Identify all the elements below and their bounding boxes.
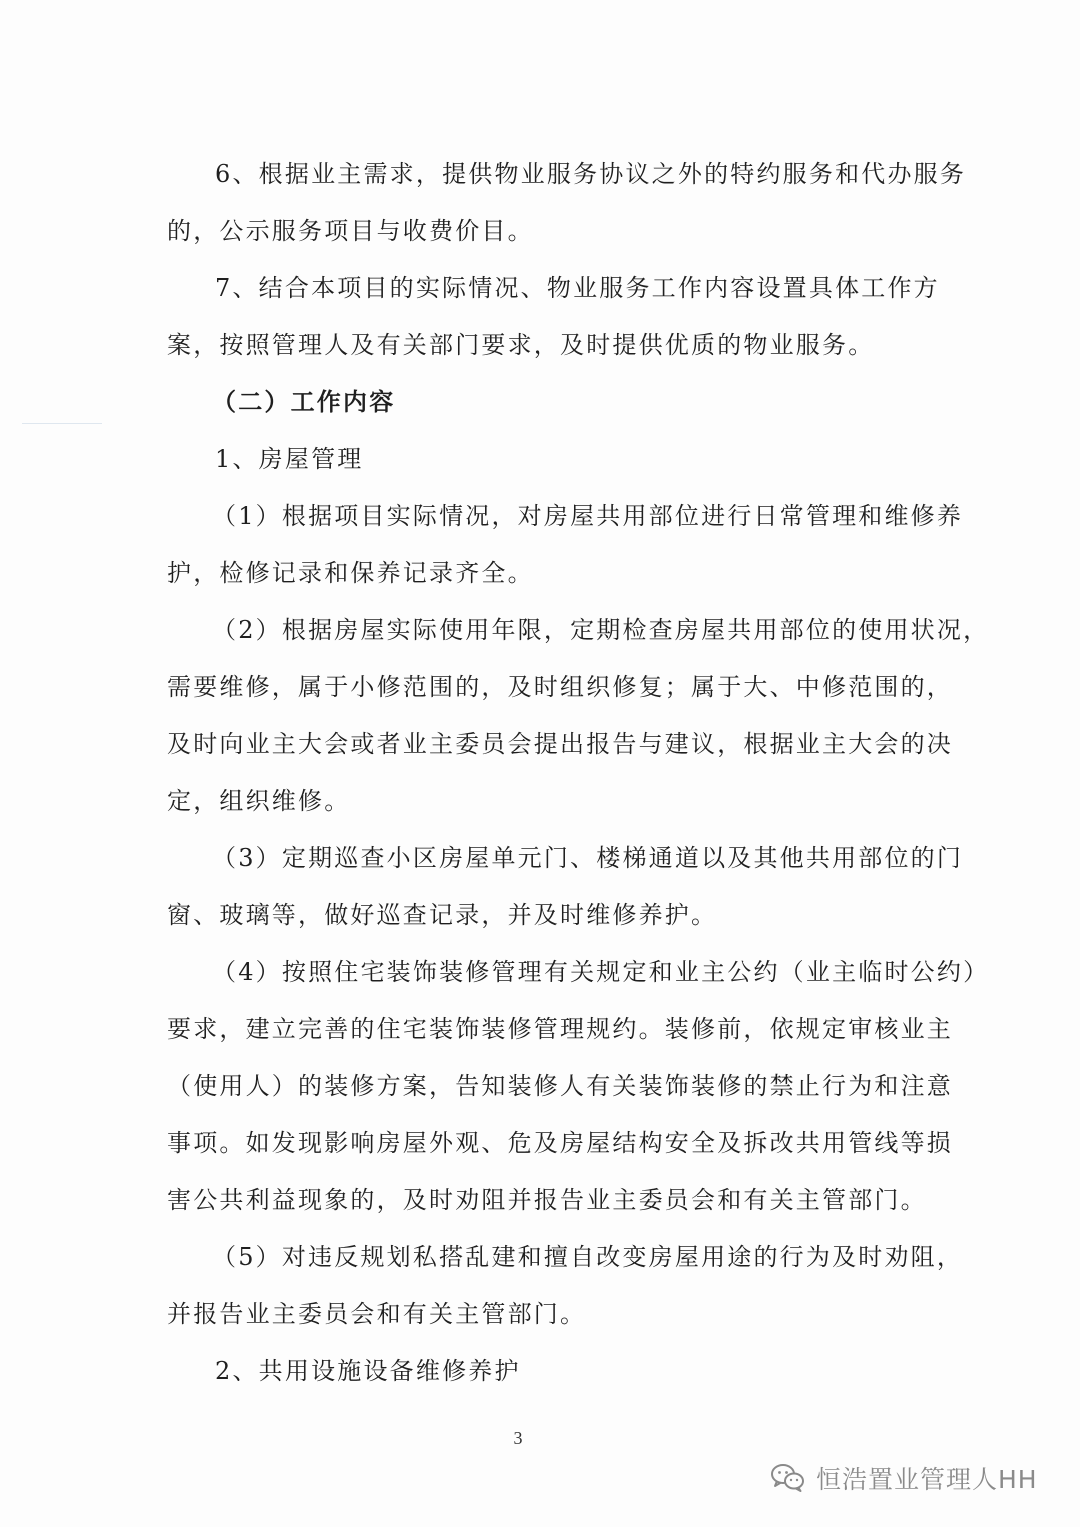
paragraph-line: 要求，建立完善的住宅装饰装修管理规约。装修前，依规定审核业主 — [167, 1015, 953, 1043]
paragraph-line: （4）按照住宅装饰装修管理有关规定和业主公约（业主临时公约） — [212, 958, 990, 986]
page-number: 3 — [513, 1428, 523, 1448]
paragraph-line: （1）根据项目实际情况，对房屋共用部位进行日常管理和维修养 — [212, 502, 964, 530]
subsection-heading: 2、共用设施设备维修养护 — [215, 1357, 521, 1385]
scan-mark — [22, 423, 102, 424]
paragraph-line: （2）根据房屋实际使用年限，定期检查房屋共用部位的使用状况， — [212, 616, 990, 644]
paragraph-line: 需要维修，属于小修范围的，及时组织修复；属于大、中修范围的， — [167, 673, 953, 701]
paragraph-line: 害公共利益现象的，及时劝阻并报告业主委员会和有关主管部门。 — [167, 1186, 927, 1214]
wechat-icon — [770, 1462, 806, 1494]
paragraph-line: （使用人）的装修方案，告知装修人有关装饰装修的禁止行为和注意 — [167, 1072, 953, 1100]
paragraph-line: 并报告业主委员会和有关主管部门。 — [167, 1300, 587, 1328]
watermark — [770, 1456, 1038, 1500]
paragraph-line: 及时向业主大会或者业主委员会提出报告与建议，根据业主大会的决 — [167, 730, 953, 758]
paragraph-line: 护，检修记录和保养记录齐全。 — [167, 559, 534, 587]
paragraph-line: 事项。如发现影响房屋外观、危及房屋结构安全及拆改共用管线等损 — [167, 1129, 953, 1157]
paragraph-line: 窗、玻璃等，做好巡查记录，并及时维修养护。 — [167, 901, 718, 929]
paragraph-line: 定，组织维修。 — [167, 787, 351, 815]
paragraph-line: 6、根据业主需求，提供物业服务协议之外的特约服务和代办服务 — [215, 160, 967, 188]
subsection-heading: 1、房屋管理 — [215, 445, 364, 473]
watermark-text: 恒浩置业管理人HH — [816, 1465, 1038, 1494]
paragraph-line: 7、结合本项目的实际情况、物业服务工作内容设置具体工作方 — [215, 274, 940, 302]
paragraph-line: （5）对违反规划私搭乱建和擅自改变房屋用途的行为及时劝阻， — [212, 1243, 964, 1271]
paragraph-line: （3）定期巡查小区房屋单元门、楼梯通道以及其他共用部位的门 — [212, 844, 964, 872]
section-heading: （二）工作内容 — [212, 387, 396, 416]
paragraph-line: 案，按照管理人及有关部门要求，及时提供优质的物业服务。 — [167, 331, 875, 359]
paragraph-line: 的，公示服务项目与收费价目。 — [167, 217, 534, 245]
